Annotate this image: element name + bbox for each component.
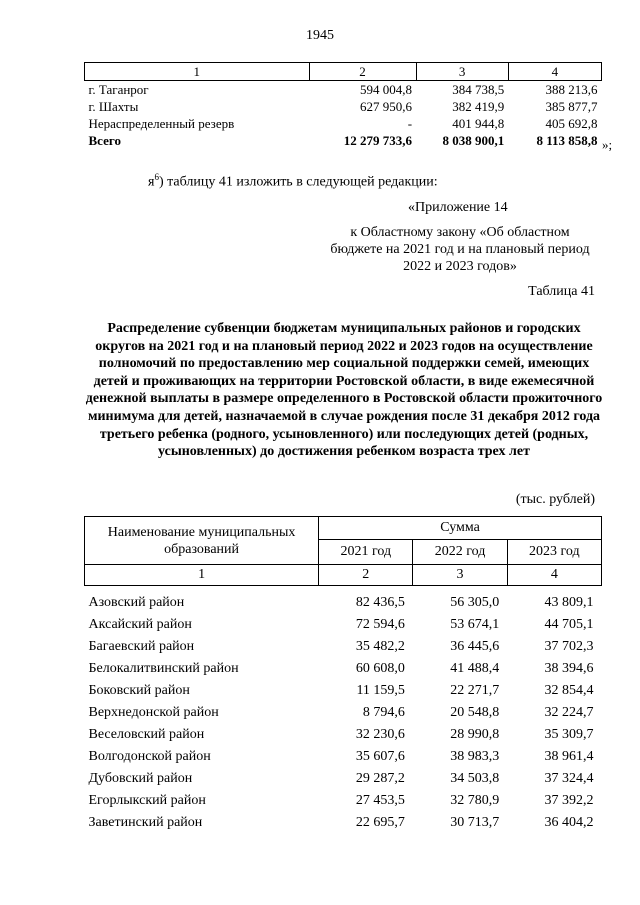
value-2022: 28 990,8 (450, 727, 500, 742)
value-2023: 44 705,1 (544, 617, 594, 632)
header-cell: 3 (416, 63, 508, 81)
total-2023: 8 113 858,8 (536, 133, 598, 148)
value-2023: 405 692,8 (545, 116, 598, 131)
table-row (85, 746, 602, 768)
value-2022: 53 674,1 (450, 617, 500, 632)
value-2022: 401 944,8 (452, 116, 505, 131)
table-row (85, 702, 602, 724)
header-municipality: Наименование муниципальных образований (85, 517, 319, 565)
appendix-subtitle: к Областному закону «Об областном бюджете на 2021 год и на плановый период 2022 и 2023 годов» (330, 225, 590, 274)
value-2021: 627 950,6 (360, 99, 413, 114)
table-number: Таблица 41 (528, 284, 595, 299)
index-cell: 2 (319, 565, 413, 586)
header-year-2023: 2023 год (507, 540, 601, 565)
value-2021: 35 482,2 (355, 639, 405, 654)
value-2022: 384 738,5 (452, 82, 505, 97)
table-row (85, 724, 602, 746)
value-2021: 60 608,0 (355, 661, 405, 676)
value-2023: 43 809,1 (544, 595, 594, 610)
value-2023: 32 854,4 (544, 683, 594, 698)
value-2022: 56 305,0 (450, 595, 500, 610)
document-title: Распределение субвенции бюджетам муниципальных районов и городских округов на 2021 год и на плановый период 2022 и 2023 годов на осуществление полномочий по предоставлению мер социальной поддержки семей, имеющих детей и проживающих на территории Ростовской области, в виде ежемесячной денежной выплаты в размере определенного в Ростовской области прожиточного минимума для детей, назначаемой в случае рождения после 31 декабря 2012 года третьего ребенка (родного, усыновленного) или последующих детей (родных, усыновленных) до достижения ребенком возраста трех лет (85, 321, 603, 460)
municipality-name: Белокалитвинский район (88, 661, 239, 676)
page-number: 1945 (306, 28, 334, 43)
value-2021: 72 594,6 (355, 617, 405, 632)
municipality-name: Верхнедонской район (88, 705, 219, 720)
table-row (85, 658, 602, 680)
units-label: (тыс. рублей) (515, 492, 595, 507)
value-2021: 32 230,6 (355, 727, 405, 742)
total-2022: 8 038 900,1 (442, 133, 505, 148)
header-row (85, 517, 602, 540)
value-2022: 22 271,7 (450, 683, 500, 698)
paragraph-letter: я (148, 174, 155, 190)
appendix-title: «Приложение 14 (408, 200, 508, 215)
table-row (85, 81, 602, 99)
municipality-name: г. Шахты (88, 99, 139, 114)
table-row (85, 115, 602, 132)
value-2021: 8 794,6 (362, 705, 405, 720)
value-2022: 36 445,6 (450, 639, 500, 654)
municipality-name: Азовский район (88, 595, 185, 610)
header-sum: Сумма (319, 517, 602, 540)
table-row (85, 812, 602, 834)
header-cell: 2 (309, 63, 416, 81)
value-2021: 594 004,8 (360, 82, 413, 97)
total-label: Всего (88, 133, 121, 148)
index-cell: 1 (85, 565, 319, 586)
value-2023: 385 877,7 (545, 99, 598, 114)
value-2023: 36 404,2 (544, 815, 594, 830)
value-2021: 22 695,7 (355, 815, 405, 830)
municipality-name: Веселовский район (88, 727, 205, 742)
municipality-name: Багаевский район (88, 639, 195, 654)
subsidy-table (84, 516, 602, 834)
value-2023: 37 702,3 (544, 639, 594, 654)
table-row (85, 768, 602, 790)
municipality-name: Дубовский район (88, 771, 193, 786)
column-index-row (85, 63, 602, 81)
municipality-name: Боковский район (88, 683, 190, 698)
value-2023: 37 324,4 (544, 771, 594, 786)
value-2022: 38 983,3 (450, 749, 500, 764)
municipality-name: Нераспределенный резерв (88, 116, 235, 131)
value-2023: 37 392,2 (544, 793, 594, 808)
table-row (85, 98, 602, 115)
table-row (85, 636, 602, 658)
value-2021: 82 436,5 (355, 595, 405, 610)
paragraph-text: ) таблицу 41 изложить в следующей редакции: (158, 174, 438, 190)
value-2021: - (407, 116, 413, 131)
index-cell: 3 (413, 565, 507, 586)
column-index-row (85, 565, 602, 586)
value-2023: 38 394,6 (544, 661, 594, 676)
amendment-paragraph (148, 172, 438, 191)
value-2023: 388 213,6 (545, 82, 598, 97)
value-2022: 41 488,4 (450, 661, 500, 676)
value-2022: 20 548,8 (450, 705, 500, 720)
municipality-name: Волгодонской район (88, 749, 211, 764)
index-cell: 4 (507, 565, 601, 586)
closing-quote: »; (602, 137, 613, 152)
total-row (85, 132, 602, 149)
value-2021: 27 453,5 (355, 793, 405, 808)
value-2023: 38 961,4 (544, 749, 594, 764)
municipality-name: Егорлыкский район (88, 793, 206, 808)
value-2022: 382 419,9 (452, 99, 505, 114)
table-row (85, 614, 602, 636)
value-2021: 11 159,5 (356, 683, 405, 698)
table-row (85, 790, 602, 812)
municipality-name: г. Таганрог (88, 82, 149, 97)
value-2021: 35 607,6 (355, 749, 405, 764)
header-cell: 1 (85, 63, 310, 81)
value-2021: 29 287,2 (355, 771, 405, 786)
table-row (85, 592, 602, 614)
value-2022: 34 503,8 (450, 771, 500, 786)
municipality-name: Аксайский район (88, 617, 192, 632)
value-2022: 30 713,7 (450, 815, 500, 830)
value-2023: 35 309,7 (544, 727, 594, 742)
header-cell: 4 (508, 63, 601, 81)
total-2021: 12 279 733,6 (343, 133, 413, 148)
footnote-mark: 6 (154, 172, 159, 182)
header-year-2022: 2022 год (413, 540, 507, 565)
continued-table (84, 62, 602, 149)
table-row (85, 680, 602, 702)
header-year-2021: 2021 год (319, 540, 413, 565)
municipality-name: Заветинский район (88, 815, 203, 830)
value-2023: 32 224,7 (544, 705, 594, 720)
value-2022: 32 780,9 (450, 793, 500, 808)
